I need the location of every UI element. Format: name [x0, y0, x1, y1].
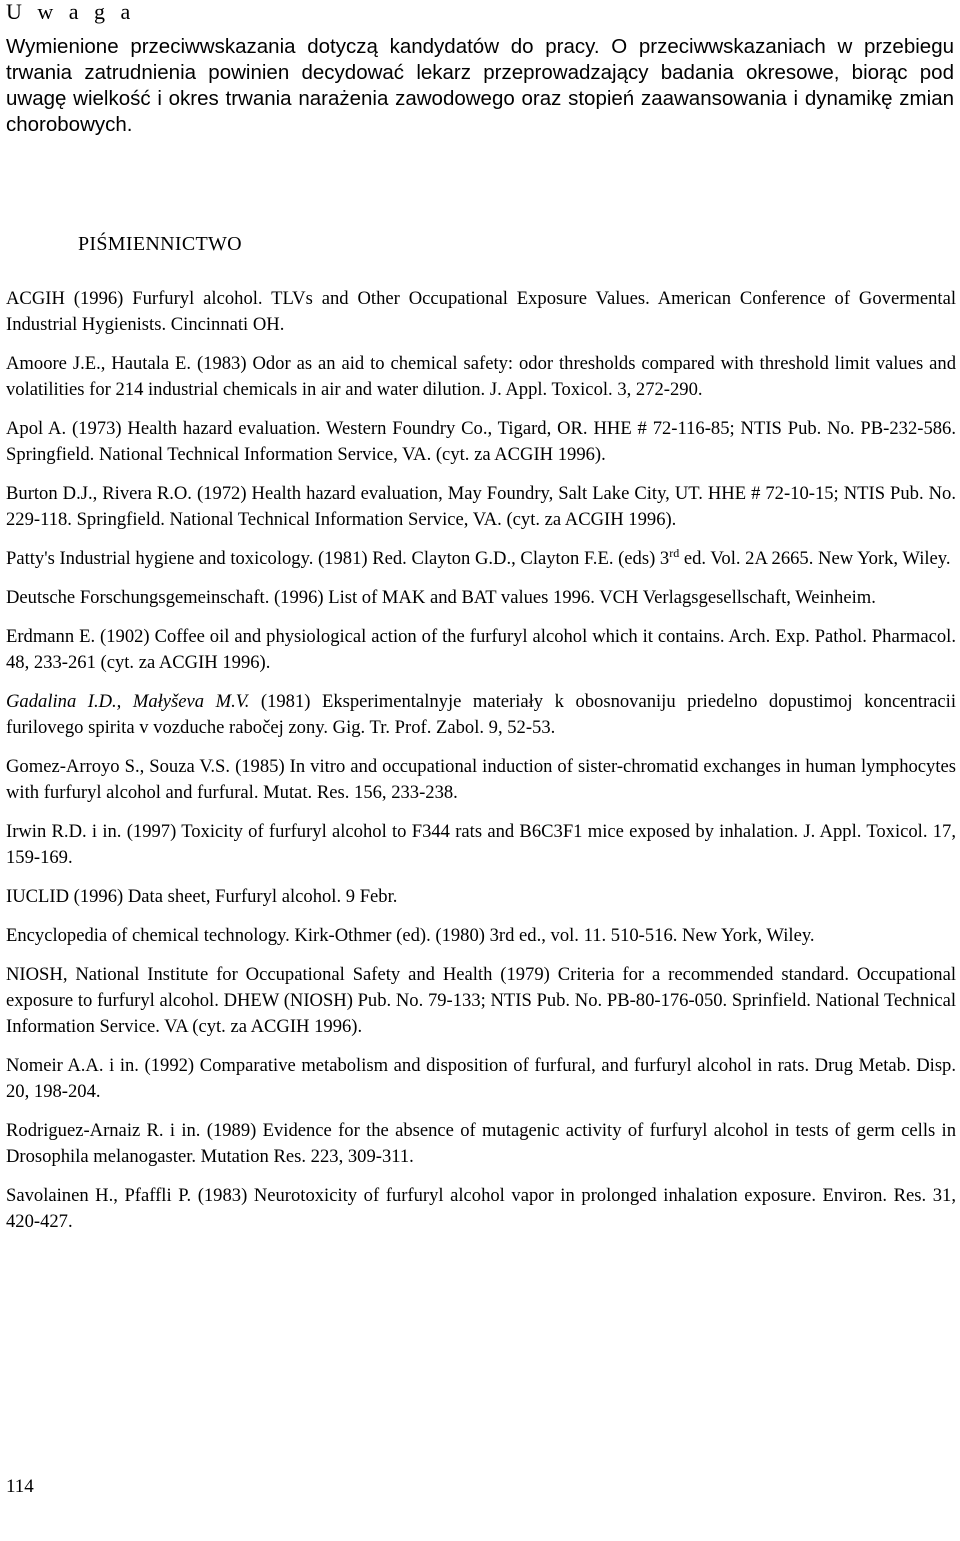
reference-savolainen-1983: Savolainen H., Pfaffli P. (1983) Neurotoxicity of furfuryl alcohol vapor in prolonged inhalation exposure. Environ. Res. 31, 420-427. — [6, 1185, 956, 1232]
reference-amoore-1983: Amoore J.E., Hautala E. (1983) Odor as an aid to chemical safety: odor thresholds compared with threshold limit values and volatilities for 214 industrial chemicals in air and water dilution. J. Appl. Toxicol. 3, 272-290. — [6, 353, 956, 400]
reference-encyclopedia-1980: Encyclopedia of chemical technology. Kirk-Othmer (ed). (1980) 3rd ed., vol. 11. 510-516. New York, Wiley. — [6, 925, 815, 946]
reference-apol-1973: Apol A. (1973) Health hazard evaluation. Western Foundry Co., Tigard, OR. HHE # 72-116-85; NTIS Pub. No. PB-232-586. Springfield. National Technical Information Service, VA. (cyt. za ACGIH 1996). — [6, 418, 956, 465]
reference-gomez-arroyo-1985: Gomez-Arroyo S., Souza V.S. (1985) In vitro and occupational induction of sister-chromatid exchanges in human lymphocytes with furfuryl alcohol and furfural. Mutat. Res. 156, 233-238. — [6, 756, 956, 803]
reference-burton-1972: Burton D.J., Rivera R.O. (1972) Health hazard evaluation, May Foundry, Salt Lake City, UT. HHE # 72-10-15; NTIS Pub. No. 229-118. Springfield. National Technical Information Service, VA. (cyt. za ACGIH 1996). — [6, 483, 956, 530]
page-number: 114 — [6, 1476, 34, 1497]
note-title: U w a g a — [6, 0, 136, 24]
reference-acgih-1996: ACGIH (1996) Furfuryl alcohol. TLVs and Other Occupational Exposure Values. American Conference of Govermental Industrial Hygienists. Cincinnati OH. — [6, 288, 956, 335]
reference-pattys-1981 — [6, 546, 956, 572]
bibliography-heading: PIŚMIENNICTWO — [78, 233, 242, 255]
reference-iuclid-1996: IUCLID (1996) Data sheet, Furfuryl alcohol. 9 Febr. — [6, 886, 398, 907]
reference-dfg-1996: Deutsche Forschungsgemeinschaft. (1996) List of MAK and BAT values 1996. VCH Verlagsgesellschaft, Weinheim. — [6, 587, 876, 608]
reference-authors: Gadalina I.D., Małyševa M.V. — [6, 691, 250, 712]
reference-text: ed. Vol. 2A 2665. New York, Wiley. — [679, 548, 951, 569]
reference-irwin-1997: Irwin R.D. i in. (1997) Toxicity of furfuryl alcohol to F344 rats and B6C3F1 mice exposed by inhalation. J. Appl. Toxicol. 17, 159-169. — [6, 821, 956, 868]
reference-nomeir-1992: Nomeir A.A. i in. (1992) Comparative metabolism and disposition of furfural, and furfuryl alcohol in rats. Drug Metab. Disp. 20, 198-204. — [6, 1055, 956, 1102]
reference-text: Patty's Industrial hygiene and toxicology. (1981) Red. Clayton G.D., Clayton F.E. (eds) 3 — [6, 548, 670, 569]
reference-erdmann-1902: Erdmann E. (1902) Coffee oil and physiological action of the furfuryl alcohol which it contains. Arch. Exp. Pathol. Pharmacol. 48, 233-261 (cyt. za ACGIH 1996). — [6, 626, 956, 673]
superscript: rd — [669, 545, 680, 560]
reference-text: (1981) Eksperimentalnyje materiały k obosnovaniju priedelno dopustimoj koncentracii furilovego spirita v vozduche rabočej zony. Gig. Tr. Prof. Zabol. 9, 52-53. — [6, 691, 956, 738]
reference-niosh-1979: NIOSH, National Institute for Occupational Safety and Health (1979) Criteria for a recommended standard. Occupational exposure to furfuryl alcohol. DHEW (NIOSH) Pub. No. 79-133; NTIS Pub. No. PB-80-176-050. Sprinfield. National Technical Information Service. VA (cyt. za ACGIH 1996). — [6, 964, 956, 1037]
reference-rodriguez-arnaiz-1989: Rodriguez-Arnaiz R. i in. (1989) Evidence for the absence of mutagenic activity of furfuryl alcohol in tests of germ cells in Drosophila melanogaster. Mutation Res. 223, 309-311. — [6, 1120, 956, 1167]
note-paragraph: Wymienione przeciwwskazania dotyczą kandydatów do pracy. O przeciwwskazaniach w przebiegu trwania zatrudnienia powinien decydować lekarz przeprowadzający badania okresowe, biorąc pod uwagę wielkość i okres trwania narażenia zawodowego oraz stopień zaawansowania i dynamikę zmian chorobowych. — [6, 35, 954, 136]
reference-gadalina-1981 — [6, 689, 956, 741]
reference-list — [6, 286, 956, 1248]
